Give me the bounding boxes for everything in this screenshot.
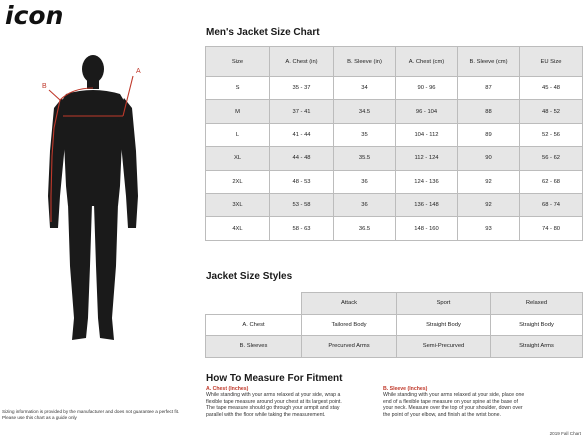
cell-sleeve-cm: 92 — [458, 170, 520, 193]
cell-chest-in: 48 - 53 — [270, 170, 334, 193]
header-sleeve-cm: B. Sleeve (cm) — [458, 47, 520, 77]
header-size: Size — [206, 47, 270, 77]
styles-row-sleeves — [206, 336, 583, 358]
cell-sleeve-in: 35.5 — [334, 147, 396, 170]
cell-chest-cm: 124 - 136 — [396, 170, 458, 193]
sleeve-line: your neck. Measure over the top of your shoulder, down over — [383, 405, 523, 412]
size-row-2xl — [206, 170, 583, 193]
cell-chest-in: 37 - 41 — [270, 100, 334, 123]
chart-edition-note: 2019 Fall Chart — [549, 431, 581, 436]
icon-logo — [4, 3, 100, 27]
cell-size: M — [206, 100, 270, 123]
size-chart-title: Men's Jacket Size Chart — [206, 27, 320, 38]
size-row-3xl — [206, 193, 583, 216]
cell-sleeve-cm: 87 — [458, 77, 520, 100]
cell-chest-in: 41 - 44 — [270, 123, 334, 146]
cell-chest-cm: 136 - 148 — [396, 193, 458, 216]
disclaimer — [2, 409, 202, 422]
cell-size: XL — [206, 147, 270, 170]
header-sport: Sport — [397, 293, 491, 315]
cell-size: 2XL — [206, 170, 270, 193]
cell-eu-size: 62 - 68 — [520, 170, 583, 193]
sleeve-instructions — [383, 386, 555, 418]
cell-sport: Straight Body — [397, 314, 491, 336]
cell-chest-cm: 96 - 104 — [396, 100, 458, 123]
header-sleeve-in: B. Sleeve (in) — [334, 47, 396, 77]
cell-eu-size: 74 - 80 — [520, 217, 583, 240]
cell-relaxed: Straight Arms — [491, 336, 583, 358]
cell-sleeve-in: 36 — [334, 170, 396, 193]
cell-sleeve-cm: 90 — [458, 147, 520, 170]
cell-chest-in: 44 - 48 — [270, 147, 334, 170]
cell-size: 3XL — [206, 193, 270, 216]
cell-sleeve-in: 36 — [334, 193, 396, 216]
cell-chest-in: 58 - 63 — [270, 217, 334, 240]
cell-chest-cm: 90 - 96 — [396, 77, 458, 100]
cell-chest-cm: 104 - 112 — [396, 123, 458, 146]
styles-title: Jacket Size Styles — [206, 271, 293, 282]
chest-line: flexible tape measure around your chest at its largest point. — [206, 398, 342, 405]
cell-sleeve-in: 36.5 — [334, 217, 396, 240]
cell-relaxed: Straight Body — [491, 314, 583, 336]
row-label-sleeves: B. Sleeves — [206, 336, 302, 358]
sleeve-line: the point of your elbow, and finish at the wrist bone. — [383, 411, 501, 418]
size-chart-table — [205, 46, 583, 241]
cell-size: S — [206, 77, 270, 100]
styles-row-chest — [206, 314, 583, 336]
sleeve-heading: B. Sleeve (Inches) — [383, 386, 428, 392]
size-row-xl — [206, 147, 583, 170]
cell-chest-cm: 112 - 124 — [396, 147, 458, 170]
size-row-m — [206, 100, 583, 123]
body-silhouette — [30, 46, 155, 346]
cell-eu-size: 68 - 74 — [520, 193, 583, 216]
label-a: A — [136, 68, 141, 75]
logo-text: icon — [5, 3, 64, 27]
chest-line: While standing with your arms relaxed at your side, wrap a — [206, 392, 341, 399]
cell-sleeve-cm: 89 — [458, 123, 520, 146]
cell-chest-in: 35 - 37 — [270, 77, 334, 100]
cell-sport: Semi-Precurved — [397, 336, 491, 358]
chest-line: The tape measure should go through your armpit and stay — [206, 405, 340, 412]
cell-sleeve-cm: 92 — [458, 193, 520, 216]
chest-instructions — [206, 386, 378, 418]
header-chest-in: A. Chest (in) — [270, 47, 334, 77]
cell-eu-size: 45 - 48 — [520, 77, 583, 100]
size-row-l — [206, 123, 583, 146]
styles-table — [205, 292, 583, 358]
row-label-chest: A. Chest — [206, 314, 302, 336]
cell-size: 4XL — [206, 217, 270, 240]
size-row-4xl — [206, 217, 583, 240]
cell-sleeve-in: 35 — [334, 123, 396, 146]
sleeve-line: end of a flexible tape measure on your spine at the base of — [383, 398, 518, 405]
cell-sleeve-in: 34 — [334, 77, 396, 100]
cell-chest-in: 53 - 58 — [270, 193, 334, 216]
cell-sleeve-in: 34.5 — [334, 100, 396, 123]
cell-eu-size: 56 - 62 — [520, 147, 583, 170]
cell-eu-size: 52 - 56 — [520, 123, 583, 146]
size-chart-header-row — [206, 47, 583, 77]
sleeve-line: While standing with your arms relaxed at your side, place one — [383, 392, 525, 399]
how-to-title: How To Measure For Fitment — [206, 373, 343, 384]
cell-sleeve-cm: 93 — [458, 217, 520, 240]
label-b: B — [42, 83, 47, 90]
cell-sleeve-cm: 88 — [458, 100, 520, 123]
size-row-s — [206, 77, 583, 100]
chest-line: parallel with the floor while taking the measurement. — [206, 411, 326, 418]
chest-heading: A. Chest (Inches) — [206, 386, 249, 392]
cell-chest-cm: 148 - 160 — [396, 217, 458, 240]
cell-size: L — [206, 123, 270, 146]
disclaimer-line-2: Please use this chart as a guide only — [2, 415, 77, 421]
cell-attack: Precurved Arms — [302, 336, 397, 358]
disclaimer-line-1: Sizing information is provided by the manufacturer and does not guarantee a perfect fit. — [2, 409, 180, 414]
cell-eu-size: 48 - 52 — [520, 100, 583, 123]
styles-header-row — [206, 293, 583, 315]
cell-attack: Tailored Body — [302, 314, 397, 336]
styles-corner — [206, 293, 302, 315]
header-chest-cm: A. Chest (cm) — [396, 47, 458, 77]
header-attack: Attack — [302, 293, 397, 315]
header-relaxed: Relaxed — [491, 293, 583, 315]
header-eu-size: EU Size — [520, 47, 583, 77]
